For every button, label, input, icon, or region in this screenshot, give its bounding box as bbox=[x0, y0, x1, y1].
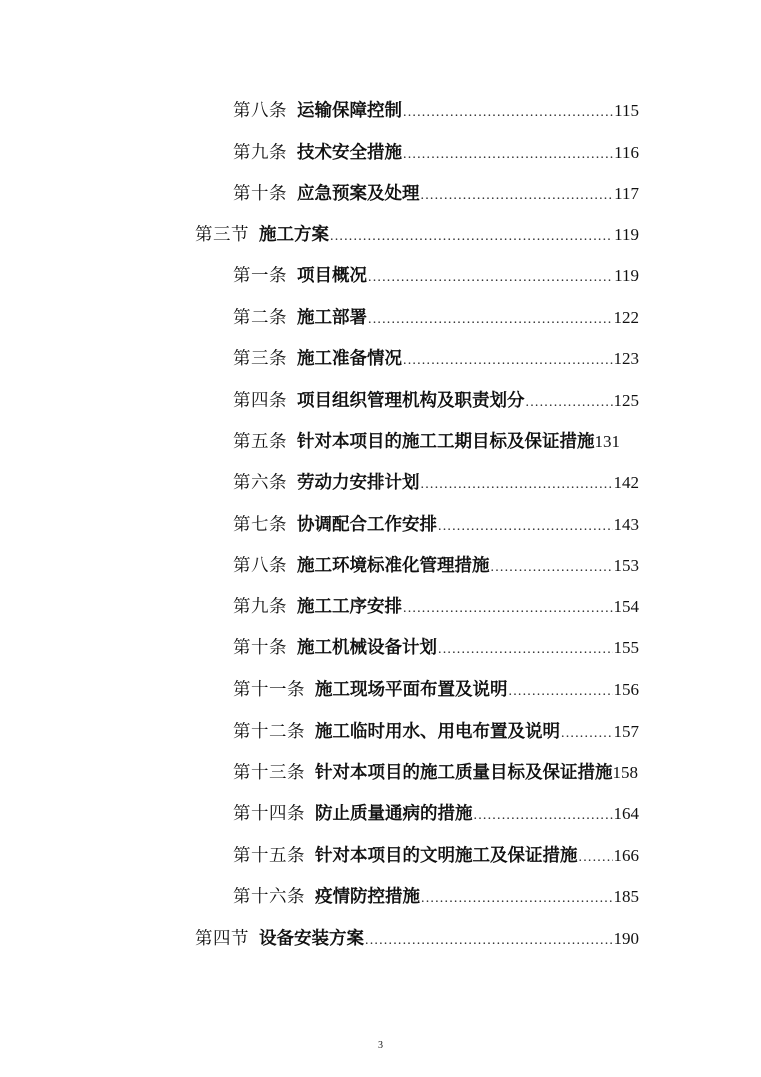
toc-entry[interactable] bbox=[233, 881, 639, 911]
toc-entry-number: 第三条 bbox=[233, 348, 287, 368]
toc-entry-page: 154 bbox=[613, 597, 639, 616]
toc-entry[interactable] bbox=[233, 840, 639, 870]
toc-entry-title: 设备安装方案 bbox=[259, 928, 364, 948]
toc-entry-number: 第二条 bbox=[233, 307, 287, 327]
toc-entry-number: 第七条 bbox=[233, 514, 287, 534]
toc-entry-page: 185 bbox=[613, 887, 639, 906]
toc-dot-leader bbox=[421, 181, 614, 211]
toc-entry-number: 第十三条 bbox=[233, 762, 305, 782]
toc-entry-page: 123 bbox=[613, 349, 639, 368]
toc-entry[interactable] bbox=[233, 385, 639, 415]
toc-entry-page: 157 bbox=[613, 722, 639, 741]
toc-entry[interactable] bbox=[233, 632, 639, 662]
toc-dot-leader bbox=[403, 140, 613, 170]
toc-dot-leader bbox=[438, 512, 613, 542]
toc-entry-page: 143 bbox=[613, 515, 639, 534]
toc-dot-leader bbox=[491, 553, 613, 583]
toc-entry[interactable] bbox=[233, 757, 661, 787]
toc-entry-page: 117 bbox=[614, 184, 639, 203]
toc-entry[interactable] bbox=[233, 302, 639, 332]
toc-entry[interactable] bbox=[233, 509, 639, 539]
toc-entry-title: 针对本项目的文明施工及保证措施 bbox=[315, 845, 578, 865]
toc-entry-title: 施工现场平面布置及说明 bbox=[315, 679, 508, 699]
toc-entry-number: 第十六条 bbox=[233, 886, 305, 906]
page-number-footer: 3 bbox=[378, 1040, 383, 1051]
toc-entry[interactable] bbox=[233, 674, 639, 704]
toc-entry-page: 153 bbox=[613, 556, 639, 575]
toc-entry-number: 第四节 bbox=[195, 928, 249, 948]
toc-entry-number: 第十五条 bbox=[233, 845, 305, 865]
toc-dot-leader bbox=[561, 719, 613, 749]
toc-entry-title: 应急预案及处理 bbox=[297, 183, 420, 203]
toc-entry-title: 项目组织管理机构及职责划分 bbox=[297, 390, 525, 410]
toc-entry-title: 技术安全措施 bbox=[297, 142, 402, 162]
toc-entry-number: 第九条 bbox=[233, 596, 287, 616]
toc-dot-leader bbox=[579, 843, 613, 873]
toc-entry[interactable] bbox=[233, 426, 639, 456]
toc-dot-leader bbox=[474, 801, 613, 831]
toc-entry[interactable] bbox=[233, 716, 639, 746]
toc-dot-leader bbox=[403, 594, 613, 624]
toc-entry-title: 施工准备情况 bbox=[297, 348, 402, 368]
toc-entry-number: 第十条 bbox=[233, 637, 287, 657]
toc-entry-number: 第十四条 bbox=[233, 803, 305, 823]
toc-entry[interactable] bbox=[233, 343, 639, 373]
toc-entry-title: 针对本项目的施工工期目标及保证措施 bbox=[297, 431, 595, 451]
toc-entry[interactable] bbox=[233, 137, 639, 167]
toc-entry-number: 第八条 bbox=[233, 100, 287, 120]
toc-dot-leader bbox=[421, 884, 613, 914]
toc-entry-number: 第六条 bbox=[233, 472, 287, 492]
toc-entry[interactable] bbox=[233, 178, 639, 208]
toc-entry-title: 疫情防控措施 bbox=[315, 886, 420, 906]
toc-entry-page: 119 bbox=[614, 225, 639, 244]
toc-entry-title: 项目概况 bbox=[297, 265, 367, 285]
toc-dot-leader bbox=[368, 263, 613, 293]
toc-entry-page: 156 bbox=[613, 680, 639, 699]
toc-entry-title: 施工环境标准化管理措施 bbox=[297, 555, 490, 575]
toc-entry-number: 第十一条 bbox=[233, 679, 305, 699]
toc-entry[interactable] bbox=[233, 260, 639, 290]
toc-entry-page: 122 bbox=[613, 308, 639, 327]
toc-dot-leader bbox=[526, 388, 613, 418]
toc-entry-title: 施工工序安排 bbox=[297, 596, 402, 616]
toc-entry-page: 119 bbox=[614, 266, 639, 285]
toc-entry-page: 116 bbox=[614, 143, 639, 162]
toc-dot-leader bbox=[403, 346, 613, 376]
toc-entry-page: 131 bbox=[594, 432, 620, 451]
toc-entry-number: 第十二条 bbox=[233, 721, 305, 741]
toc-entry-page: 190 bbox=[613, 929, 639, 948]
toc-section-entry[interactable] bbox=[195, 923, 639, 953]
toc-entry-page: 166 bbox=[613, 846, 639, 865]
toc-dot-leader bbox=[421, 470, 613, 500]
toc-entry-page: 125 bbox=[613, 391, 639, 410]
toc-entry[interactable] bbox=[233, 798, 639, 828]
toc-entry-title: 针对本项目的施工质量目标及保证措施 bbox=[315, 762, 613, 782]
toc-entry[interactable] bbox=[233, 550, 639, 580]
toc-entry-page: 164 bbox=[613, 804, 639, 823]
toc-entry-number: 第十条 bbox=[233, 183, 287, 203]
toc-dot-leader bbox=[365, 926, 613, 956]
toc-entry-title: 协调配合工作安排 bbox=[297, 514, 437, 534]
toc-entry-title: 防止质量通病的措施 bbox=[315, 803, 473, 823]
toc-entry-title: 劳动力安排计划 bbox=[297, 472, 420, 492]
toc-entry-number: 第五条 bbox=[233, 431, 287, 451]
toc-entry-number: 第八条 bbox=[233, 555, 287, 575]
toc-entry-page: 142 bbox=[613, 473, 639, 492]
toc-entry-number: 第九条 bbox=[233, 142, 287, 162]
toc-entry-page: 155 bbox=[613, 638, 639, 657]
toc-dot-leader bbox=[403, 98, 613, 128]
toc-dot-leader bbox=[438, 635, 613, 665]
toc-entry-number: 第一条 bbox=[233, 265, 287, 285]
toc-entry-number: 第四条 bbox=[233, 390, 287, 410]
toc-dot-leader bbox=[509, 677, 613, 707]
toc-entry[interactable] bbox=[233, 95, 639, 125]
toc-entry-number: 第三节 bbox=[195, 224, 249, 244]
toc-entry-page: 158 bbox=[612, 763, 638, 782]
toc-entry[interactable] bbox=[233, 467, 639, 497]
toc-dot-leader bbox=[330, 222, 613, 252]
toc-entry-title: 运输保障控制 bbox=[297, 100, 402, 120]
toc-entry-title: 施工机械设备计划 bbox=[297, 637, 437, 657]
toc-entry-title: 施工方案 bbox=[259, 224, 329, 244]
toc-entry[interactable] bbox=[233, 591, 639, 621]
toc-dot-leader bbox=[368, 305, 613, 335]
toc-entry-page: 115 bbox=[614, 101, 639, 120]
toc-entry-title: 施工临时用水、用电布置及说明 bbox=[315, 721, 560, 741]
toc-entry-title: 施工部署 bbox=[297, 307, 367, 327]
toc-section-entry[interactable] bbox=[195, 219, 639, 249]
